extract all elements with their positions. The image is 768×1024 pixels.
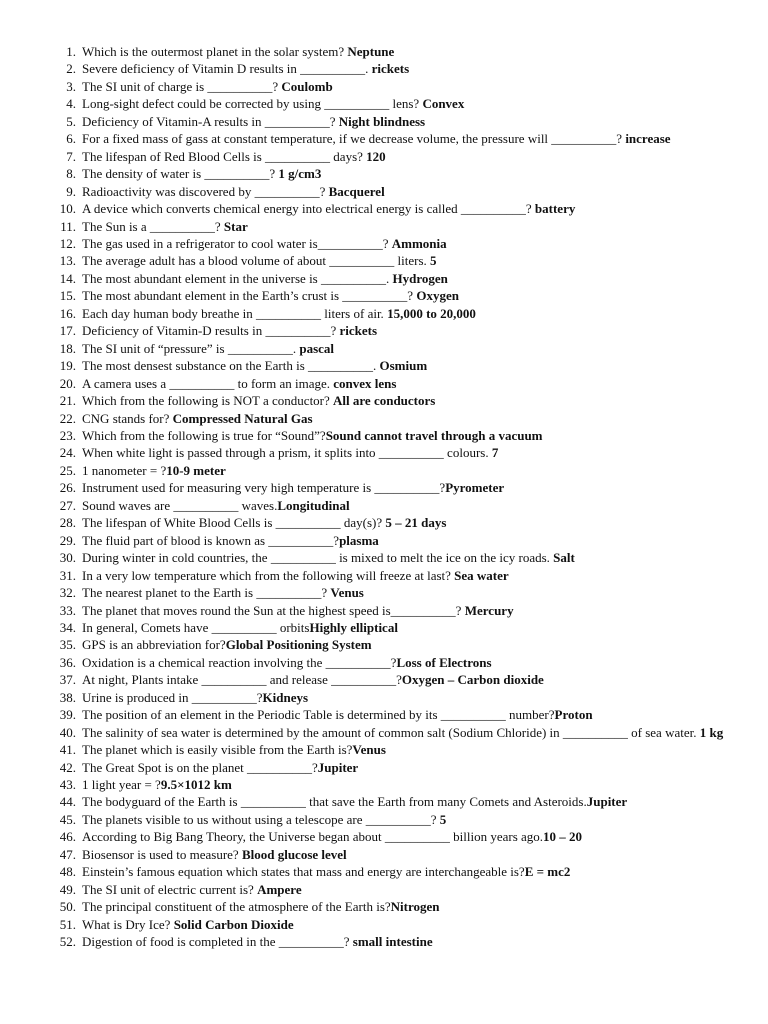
question-text: GPS is an abbreviation for? [82,637,226,653]
question-item [54,340,744,357]
question-number: 49. [59,881,76,897]
question-number: 29. [59,532,76,548]
question-text: The bodyguard of the Earth is __________ that save the Earth from many Comets and Asteroids. [82,794,587,810]
answer-text: 10 – 20 [543,829,583,845]
question-item [54,811,744,828]
question-item [54,427,744,444]
question-text: The principal constituent of the atmosphere of the Earth is? [82,899,391,915]
question-text: The SI unit of “pressure” is __________. [82,340,300,356]
question-number: 41. [59,742,76,758]
question-text: At night, Plants intake __________ and release __________? [82,672,402,688]
question-number: 28. [59,515,76,531]
question-text: The lifespan of Red Blood Cells is __________ days? [82,148,367,164]
question-item [54,497,744,514]
question-item [54,881,744,898]
question-item [54,916,744,933]
question-item [54,113,744,130]
question-number: 33. [59,602,76,618]
question-text: The gas used in a refrigerator to cool water is__________? [82,235,392,251]
question-number: 36. [59,654,76,670]
question-item [54,636,744,653]
question-text: The density of water is __________? [82,166,279,182]
question-text: When white light is passed through a prism, it splits into __________ colours. [82,445,492,461]
question-text: The Sun is a __________? [82,218,224,234]
question-item [54,706,744,723]
question-number: 44. [59,794,76,810]
question-text: The planet that moves round the Sun at the highest speed is__________? [82,602,465,618]
question-item [54,270,744,287]
question-item [54,846,744,863]
question-number: 9. [66,183,76,199]
question-item [54,60,744,77]
question-text: 1 light year = ? [82,777,161,793]
question-text: A device which converts chemical energy into electrical energy is called __________? [82,201,535,217]
question-text: Severe deficiency of Vitamin D results in __________. [82,61,372,77]
answer-text: Mercury [464,602,514,618]
question-number: 42. [59,759,76,775]
question-number: 2. [66,61,76,77]
question-item [54,828,744,845]
question-number: 46. [59,829,76,845]
answer-text: Kidneys [262,689,309,705]
answer-text: Global Positioning System [225,637,372,653]
question-number: 38. [59,689,76,705]
answer-text: battery [534,201,576,217]
question-item [54,462,744,479]
question-number: 47. [59,846,76,862]
question-item [54,410,744,427]
answer-text: Pyrometer [445,480,505,496]
question-number: 6. [66,131,76,147]
question-item [54,724,744,741]
question-item [54,933,744,950]
question-item [54,567,744,584]
question-text: The fluid part of blood is known as __________? [82,532,340,548]
question-number: 50. [59,899,76,915]
question-text: Einstein’s famous equation which states that mass and energy are interchangeable is? [82,864,525,880]
question-number: 51. [59,916,76,932]
question-text: For a fixed mass of gass at constant temperature, if we decrease volume, the pressure will __________? [82,131,626,147]
answer-text: rickets [339,323,378,339]
answer-text: Oxygen [416,288,459,304]
question-text: Each day human body breathe in __________ liters of air. [82,305,388,321]
answer-text: Venus [352,742,386,758]
question-number: 18. [59,340,76,356]
question-text: Instrument used for measuring very high temperature is __________? [82,480,446,496]
question-list [54,43,744,951]
answer-text: 1 g/cm3 [278,166,322,182]
question-text: The average adult has a blood volume of about __________ liters. [82,253,431,269]
question-number: 21. [59,393,76,409]
answer-text: E = mc2 [524,864,571,880]
question-item [54,322,744,339]
question-number: 1. [66,44,76,59]
question-text: Which is the outermost planet in the solar system? [82,44,348,59]
answer-text: convex lens [333,375,397,391]
question-item [54,654,744,671]
question-number: 40. [59,724,76,740]
question-text: The planets visible to us without using a telescope are __________? [82,811,440,827]
answer-text: 5 [430,253,437,269]
answer-text: Compressed Natural Gas [172,410,313,426]
question-item [54,305,744,322]
question-number: 37. [59,672,76,688]
answer-text: Convex [422,96,465,112]
question-number: 13. [59,253,76,269]
question-text: CNG stands for? [82,410,173,426]
question-text: Which from the following is NOT a conductor? [82,393,334,409]
question-number: 7. [66,148,76,164]
question-number: 17. [59,323,76,339]
question-item [54,514,744,531]
question-number: 23. [59,427,76,443]
question-item [54,759,744,776]
question-number: 30. [59,550,76,566]
answer-text: Salt [553,550,575,566]
question-text: In general, Comets have __________ orbits [82,619,310,635]
question-item [54,602,744,619]
question-text: The SI unit of charge is __________? [82,78,282,94]
question-text: The salinity of sea water is determined by the amount of common salt (Sodium Chloride) in __________ of sea water. [82,724,700,740]
question-number: 19. [59,358,76,374]
question-text: What is Dry Ice? [82,916,174,932]
question-number: 4. [66,96,76,112]
answer-text: increase [625,131,671,147]
answer-text: Osmium [379,358,428,374]
answer-text: Blood glucose level [241,846,347,862]
question-number: 27. [59,497,76,513]
answer-text: Star [223,218,248,234]
question-item [54,444,744,461]
question-item [54,95,744,112]
question-number: 48. [59,864,76,880]
question-number: 39. [59,707,76,723]
answer-text: Sound cannot travel through a vacuum [325,427,543,443]
question-number: 52. [59,934,76,950]
question-text: The Great Spot is on the planet __________? [82,759,318,775]
question-text: Which from the following is true for “Sound”? [82,427,326,443]
answer-text: All are conductors [333,393,436,409]
question-item [54,532,744,549]
question-text: Urine is produced in __________? [82,689,263,705]
answer-text: Longitudinal [277,497,350,513]
answer-text: Hydrogen [392,270,448,286]
answer-text: 1 kg [699,724,724,740]
question-number: 5. [66,113,76,129]
question-item [54,130,744,147]
answer-text: plasma [339,532,379,548]
question-text: The most abundant element in the Earth’s crust is __________? [82,288,417,304]
answer-text: 15,000 to 20,000 [387,305,476,321]
answer-text: small intestine [352,934,433,950]
question-item [54,863,744,880]
answer-text: 5 – 21 days [385,515,447,531]
answer-text: Loss of Electrons [396,654,492,670]
question-item [54,479,744,496]
question-text: The lifespan of White Blood Cells is __________ day(s)? [82,515,386,531]
question-text: A camera uses a __________ to form an image. [82,375,334,391]
answer-text: 10-9 meter [166,462,226,478]
answer-text: Night blindness [338,113,426,129]
question-number: 14. [59,270,76,286]
answer-text: Ammonia [391,235,447,251]
question-item [54,43,744,60]
question-number: 15. [59,288,76,304]
question-item [54,671,744,688]
question-item [54,392,744,409]
answer-text: Highly elliptical [309,619,398,635]
question-text: The most abundant element in the universe is __________. [82,270,393,286]
question-number: 3. [66,78,76,94]
answer-text: 120 [366,148,386,164]
answer-text: Solid Carbon Dioxide [173,916,294,932]
question-number: 20. [59,375,76,391]
question-number: 31. [59,567,76,583]
question-item [54,357,744,374]
question-item [54,776,744,793]
answer-text: Bacquerel [328,183,385,199]
question-text: Deficiency of Vitamin-D results in __________? [82,323,340,339]
question-number: 22. [59,410,76,426]
question-text: 1 nanometer = ? [82,462,167,478]
question-item [54,549,744,566]
answer-text: Jupiter [586,794,628,810]
answer-text: Jupiter [317,759,359,775]
question-item [54,78,744,95]
question-text: Biosensor is used to measure? [82,846,242,862]
question-number: 26. [59,480,76,496]
question-text: Deficiency of Vitamin-A results in __________? [82,113,339,129]
question-text: In a very low temperature which from the following will freeze at last? [82,567,455,583]
question-number: 12. [59,235,76,251]
question-text: Oxidation is a chemical reaction involving the __________? [82,654,397,670]
question-text: The nearest planet to the Earth is __________? [82,585,331,601]
question-item [54,287,744,304]
question-number: 45. [59,811,76,827]
answer-text: 5 [439,811,447,827]
answer-text: pascal [299,340,335,356]
question-item [54,165,744,182]
question-item [54,200,744,217]
question-item [54,375,744,392]
answer-text: rickets [371,61,410,77]
answer-text: Nitrogen [390,899,440,915]
answer-text: Coulomb [281,78,333,94]
question-number: 10. [59,201,76,217]
question-number: 25. [59,462,76,478]
answer-text: Neptune [347,44,395,59]
answer-text: Venus [330,585,364,601]
answer-text: Sea water [454,567,509,583]
answer-text: Ampere [257,881,302,897]
answer-text: 9.5×1012 km [160,777,232,793]
question-item [54,584,744,601]
question-item [54,218,744,235]
question-text: The position of an element in the Periodic Table is determined by its __________ number? [82,707,555,723]
question-item [54,741,744,758]
question-item [54,183,744,200]
question-item [54,235,744,252]
question-item [54,619,744,636]
question-number: 35. [59,637,76,653]
question-item [54,148,744,165]
question-text: The most densest substance on the Earth is __________. [82,358,380,374]
question-text: The SI unit of electric current is? [82,881,258,897]
question-number: 43. [59,777,76,793]
question-item [54,689,744,706]
question-number: 11. [60,218,76,234]
answer-text: Proton [554,707,593,723]
answer-text: Oxygen – Carbon dioxide [401,672,544,688]
question-text: Long-sight defect could be corrected by using __________ lens? [82,96,423,112]
answer-text: 7 [491,445,499,461]
question-number: 8. [66,166,76,182]
question-number: 32. [59,585,76,601]
question-text: During winter in cold countries, the __________ is mixed to melt the ice on the icy roads. [82,550,554,566]
question-text: The planet which is easily visible from the Earth is? [82,742,353,758]
question-number: 34. [59,619,76,635]
question-text: According to Big Bang Theory, the Universe began about __________ billion years ago. [82,829,544,845]
question-item [54,793,744,810]
question-number: 24. [59,445,76,461]
question-number: 16. [59,305,76,321]
question-text: Digestion of food is completed in the __________? [82,934,353,950]
question-item [54,252,744,269]
question-item [54,898,744,915]
question-text: Radioactivity was discovered by __________? [82,183,329,199]
question-text: Sound waves are __________ waves. [82,497,278,513]
